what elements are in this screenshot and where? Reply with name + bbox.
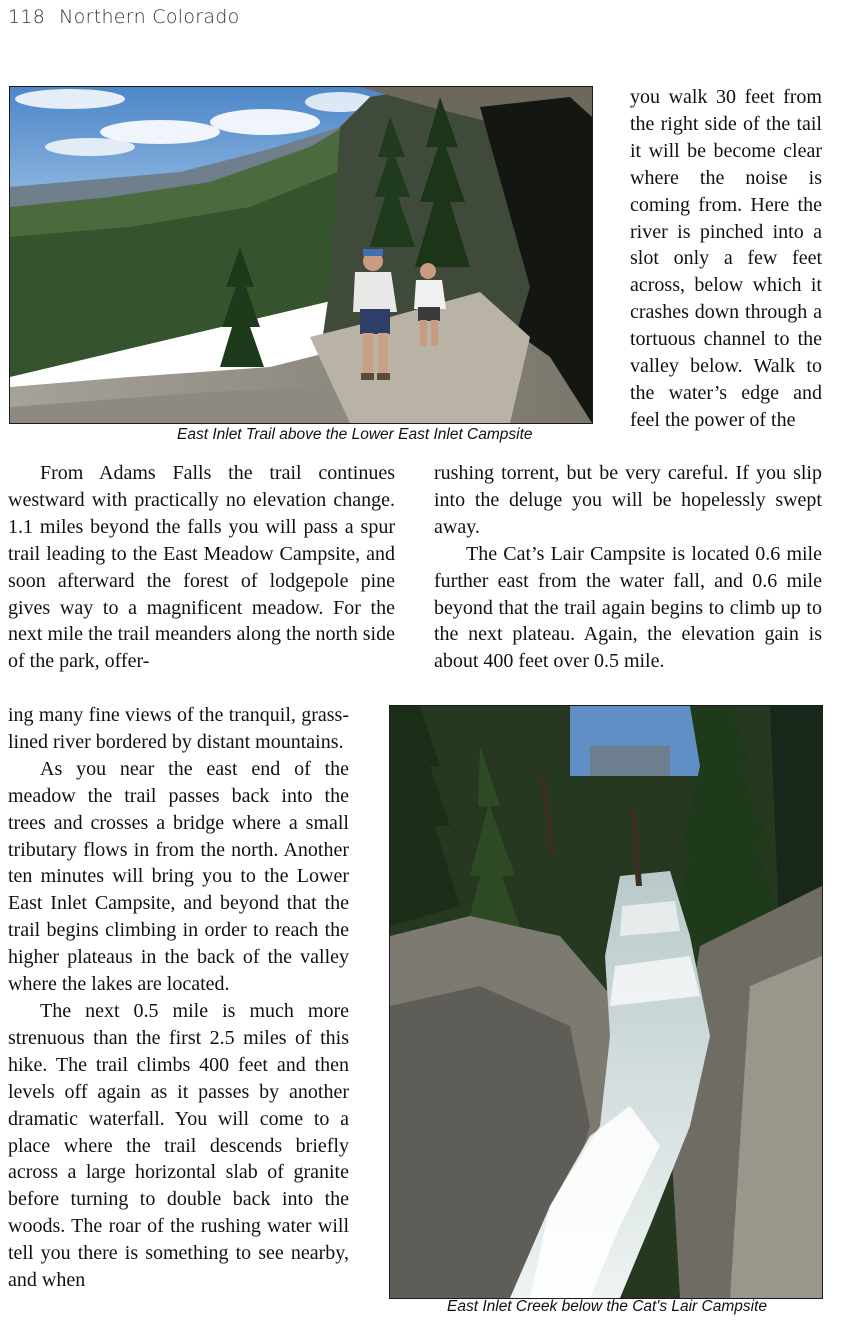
figure-caption: East Inlet Trail above the Lower East Inlet Campsite bbox=[177, 426, 533, 443]
paragraph: From Adams Falls the trail continues westward with practically no elevation change. 1.1 miles beyond the falls you will pass a spur trail leading to the East Meadow Campsite, and soon afterward the forest of lodgepole pine gives way to a magnificent meadow. For the next mile the trail meanders along the north side of the park, offer- bbox=[8, 462, 395, 673]
right-column-text-middle bbox=[434, 460, 822, 675]
paragraph: ing many fine views of the tranquil, grass-lined river bordered by distant mountains. bbox=[8, 704, 349, 753]
right-column-text-top bbox=[630, 84, 822, 434]
running-header bbox=[8, 6, 240, 28]
section-title: Northern Colorado bbox=[59, 6, 240, 28]
paragraph: The next 0.5 mile is much more strenuous than the first 2.5 miles of this hike. The trail climbs 400 feet and then levels off again as it passes by another dramatic waterfall. You will come to a place where the trail descends briefly across a large horizontal slab of granite before turning to double back into the woods. The roar of the rushing water will tell you there is something to see nearby, and when bbox=[8, 999, 349, 1292]
left-column-text-top bbox=[8, 460, 395, 675]
left-column-text-bottom bbox=[8, 702, 349, 1294]
paragraph: rushing torrent, but be very careful. If you slip into the deluge you will be hopelessly swept away. bbox=[434, 462, 822, 538]
figure-caption: East Inlet Creek below the Cat's Lair Campsite bbox=[447, 1298, 767, 1315]
trail-photo bbox=[9, 86, 593, 424]
creek-photo-illustration bbox=[390, 706, 822, 1298]
creek-photo bbox=[389, 705, 823, 1299]
paragraph: The Cat’s Lair Campsite is located 0.6 mile further east from the water fall, and 0.6 mile beyond that the trail again begins to climb up to the next plateau. Again, the elevation gain is about 400 feet over 0.5 mile. bbox=[434, 542, 822, 673]
page-number: 118 bbox=[8, 6, 46, 28]
paragraph: you walk 30 feet from the right side of the tail it will be become clear where the noise is coming from. Here the river is pinched into a slot only a few feet across, below which it crashes down through a tortuous channel to the valley below. Walk to the water’s edge and feel the power of the bbox=[630, 86, 822, 431]
trail-photo-illustration bbox=[10, 87, 592, 423]
paragraph: As you near the east end of the meadow the trail passes back into the trees and crosses a bridge where a small tributary flows in from the north. Another ten minutes will bring you to the Lower East Inlet Campsite, and beyond that the trail begins climbing in order to reach the higher plateaus in the back of the valley where the lakes are located. bbox=[8, 757, 349, 996]
